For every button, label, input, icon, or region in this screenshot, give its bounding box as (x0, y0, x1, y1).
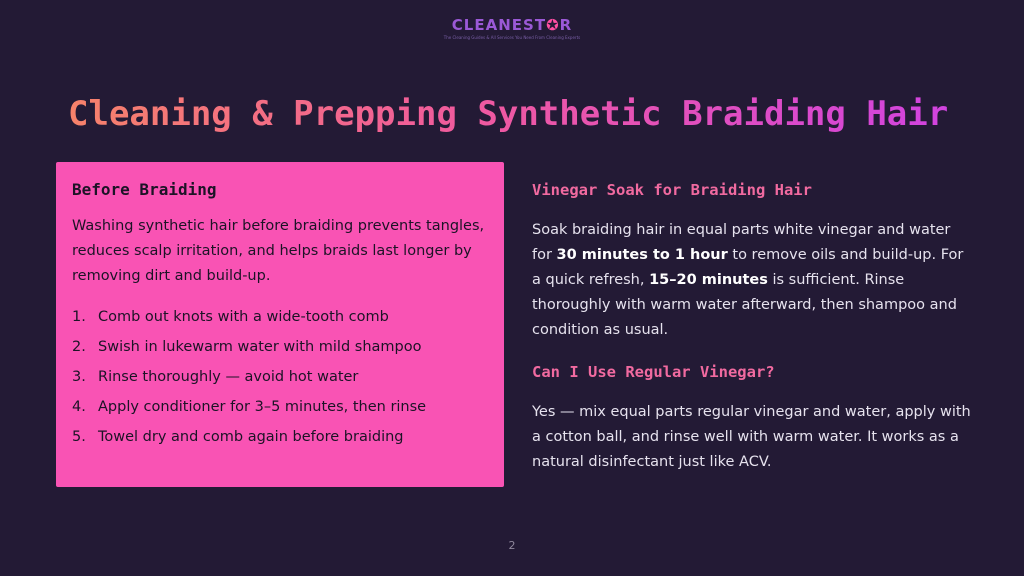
list-item (72, 302, 488, 332)
step-number: 4. (72, 399, 86, 415)
card-intro: Washing synthetic hair before braiding prevents tangles, reduces scalp irritation, and helps braids last longer by removing dirt and build-up. (72, 218, 485, 284)
step-number: 2. (72, 339, 86, 355)
step-number: 5. (72, 429, 86, 445)
page-number: 2 (508, 539, 516, 552)
vinegar-soak-heading: Vinegar Soak for Braiding Hair (532, 181, 812, 199)
star-icon: ✪ (546, 16, 560, 34)
step-text: Swish in lukewarm water with mild shampoo (98, 339, 422, 355)
card-heading: Before Braiding (72, 180, 217, 199)
step-text: Apply conditioner for 3–5 minutes, then rinse (98, 399, 427, 415)
step-text: Rinse thoroughly — avoid hot water (98, 369, 359, 385)
steps-list (72, 302, 488, 452)
list-item (72, 332, 488, 362)
refresh-duration: 15–20 minutes (649, 272, 768, 288)
regular-vinegar-heading: Can I Use Regular Vinegar? (532, 363, 775, 381)
vinegar-soak-text: Soak braiding hair in equal parts white vinegar and water for 30 minutes to 1 hour to remove oils and build-up. For a quick refresh, 15–20 minutes is sufficient. Rinse thoroughly with warm water afterward, then shampoo and condition as usual. (532, 222, 964, 338)
brand-name: CLEANEST✪R (451, 16, 573, 34)
step-text: Comb out knots with a wide-tooth comb (98, 309, 389, 325)
step-text: Towel dry and comb again before braiding (98, 429, 404, 445)
brand-tagline: The Cleaning Guides & All Services You Need From Cleaning Experts (443, 35, 581, 40)
list-item (72, 422, 488, 452)
soak-duration: 30 minutes to 1 hour (556, 247, 728, 263)
regular-vinegar-text: Yes — mix equal parts regular vinegar and water, apply with a cotton ball, and rinse well with warm water. It works as a natural disinfectant just like ACV. (532, 404, 971, 470)
list-item (72, 362, 488, 392)
step-number: 1. (72, 309, 86, 325)
before-braiding-card (56, 162, 504, 487)
list-item (72, 392, 488, 422)
brand-logo (0, 16, 1024, 41)
slide-title: Cleaning & Prepping Synthetic Braiding Hair (68, 94, 949, 134)
right-column (532, 178, 972, 475)
step-number: 3. (72, 369, 86, 385)
